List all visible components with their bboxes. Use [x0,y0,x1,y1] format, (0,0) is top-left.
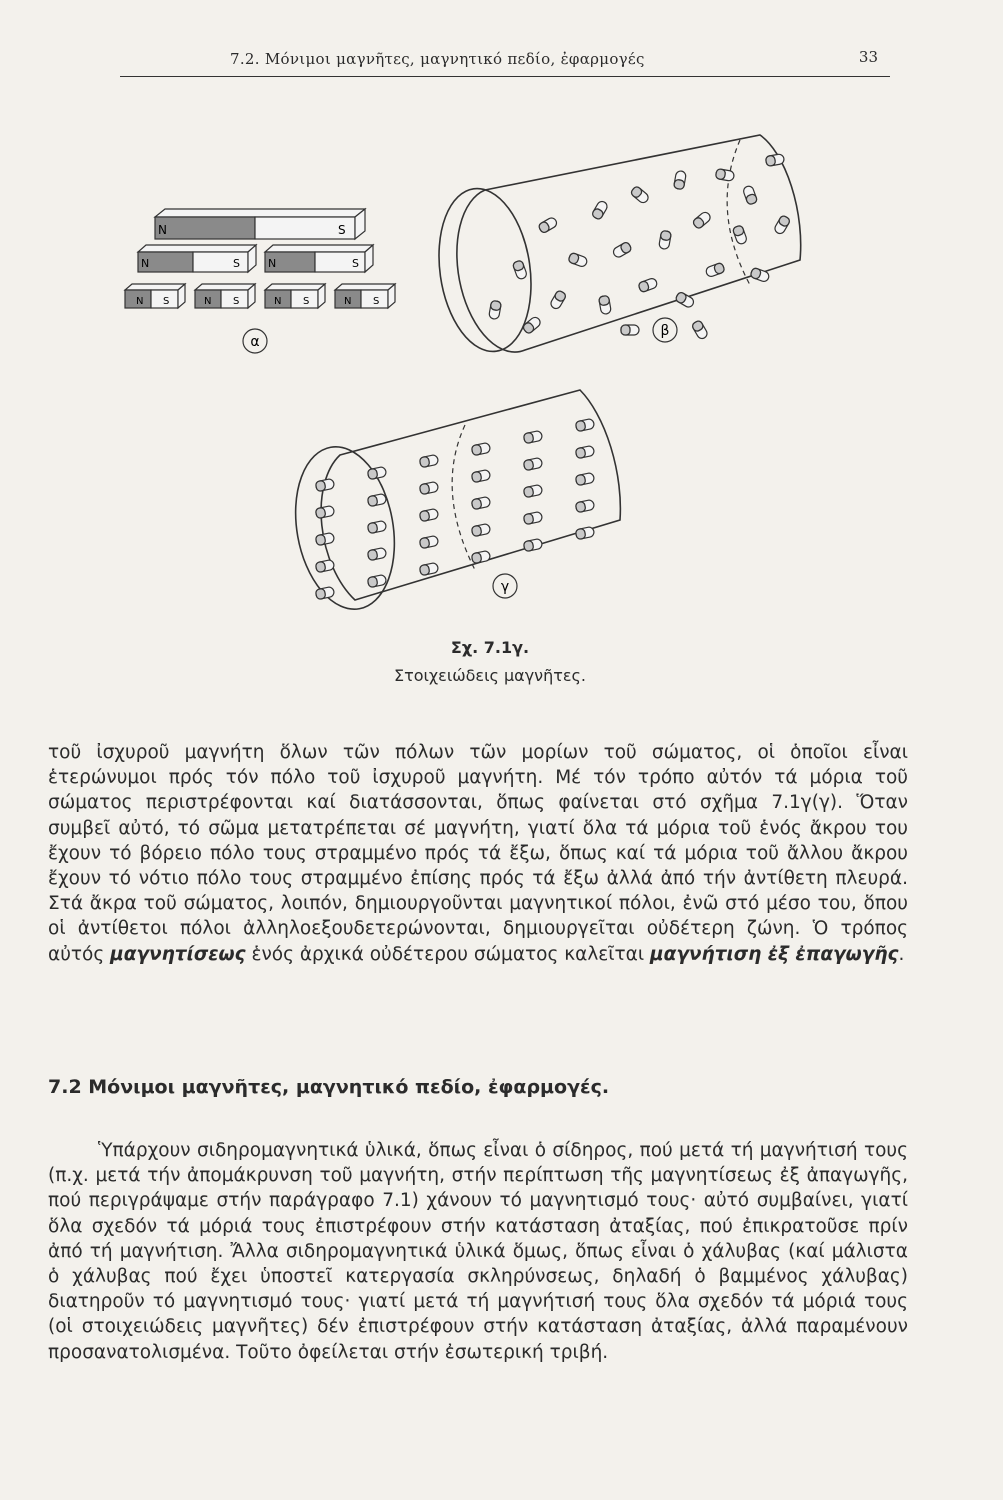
molecule-magnet [638,277,658,293]
molecule-magnet [765,154,784,167]
figure-drawing [100,100,900,620]
bar-magnet-small-4 [335,284,395,308]
pole-label-n: N [136,296,144,307]
paragraph-text: . [898,943,905,965]
molecule-magnet [471,442,491,456]
molecule-magnet [315,478,335,492]
molecule-magnet [742,185,758,205]
bar-magnet-medium-1 [138,245,256,272]
paragraph-permanent-magnets: Ὑπάρχουν σιδηρομαγνητικά ὑλικά, ὅπως εἶναι ὁ σίδηρος, πού μετά τή μαγνήτισή τους (π.χ. μετά τήν ἀπομάκρυνση τοῦ μαγνήτη, στήν περίπτωση τῆς μαγνητίσεως ἐξ ἀπαγωγῆς, πού περιγράψαμε στήν παράγραφο 7.1) χάνουν τό μαγνητισμό τους· αὐτό συμβαίνει, γιατί ὅλα σχεδόν τά μόριά τους ἐπιστρέφουν στήν κατάσταση ἀταξίας, πού ἐπικρατοῦσε πρίν ἀπό τή μαγνήτιση. Ἄλλα σιδηρομαγνητικά ὑλικά ὅμως, ὅπως εἶναι ὁ χάλυβας (καί μάλιστα ὁ χάλυβας πού ἔχει ὑποστεῖ κατεργασία σκληρύνσεως, δηλαδή ὁ βαμμένος χάλυβας) διατηροῦν τό μαγνητισμό τους· γιατί μετά τή μαγνήτισή τους ὅλα σχεδόν τά μόριά τους (οἱ στοιχειώδεις μαγνῆτες) δέν ἐπιστρέφουν στήν κατάσταση ἀταξίας, ἀλλά παραμένουν προσανατολισμένα. Τοῦτο ὀφείλεται στήν ἐσωτερική τριβή. [48,1140,908,1363]
molecule-magnet [522,315,542,334]
molecule-magnet [575,418,595,432]
molecule-magnet [715,169,734,182]
molecule-magnet [419,535,439,549]
molecule-magnet [575,526,595,540]
figure-label-gamma: γ [500,579,510,595]
paragraph-text: ἑνός ἀρχικά οὐδέτερου σώματος καλεῖται [245,943,650,965]
figure-caption-text: Στοιχειώδεις μαγνῆτες. [393,666,586,685]
molecule-magnet [549,290,567,311]
pole-label-n: N [204,296,212,307]
molecule-magnet [523,457,543,471]
molecule-magnet [367,547,387,561]
molecule-magnet [315,505,335,519]
molecule-magnet [367,574,387,588]
pole-label-n: N [141,257,150,270]
molecule-magnet [512,260,528,280]
molecule-magnet [419,562,439,576]
molecule-magnet [591,200,609,221]
pole-label-n: N [268,257,277,270]
molecule-magnet [471,550,491,564]
emphasis-term: μαγνήτιση ἐξ ἐπαγωγῆς [650,943,899,965]
molecule-magnet [575,445,595,459]
paragraph-text: τοῦ ἰσχυροῦ μαγνήτη ὅλων τῶν πόλων τῶν μορίων τοῦ σώματος, οἱ ὁποῖοι εἶναι ἑτερώνυμοι πρός τόν πόλο τοῦ ἰσχυροῦ μαγνήτη. Μέ τόν τρόπο αὐτόν τά μόρια τοῦ σώματος περιστρέφονται καί διατάσσονται, ὅπως φαίνεται στό σχῆμα 7.1γ(γ). Ὅταν συμβεῖ αὐτό, τό σῶμα μετατρέπεται σέ μαγνήτη, γιατί ὅλα τά μόρια τοῦ ἑνός ἄκρου του ἔχουν τό βόρειο πόλο τους στραμμένο πρός τά ἔξω, ὅπως καί τά μόρια τοῦ ἄλλου ἄκρου ἔχουν τό νότιο πόλο τους στραμμένο ἐπίσης πρός τά ἔξω ἀλλά ἀπό τήν ἀντίθετη πλευρά. Στά ἄκρα τοῦ σώματος, λοιπόν, δημιουργοῦνται μαγνητικοί πόλοι, ἐνῶ στό μέσο του, ὅπου οἱ ἀντίθετοι πόλοι ἀλληλοεξουδετερώνονται, δημιουργεῖται οὐδέτερη ζώνη. Ὁ τρόπος αὐτός [48,742,908,965]
bar-magnet-small-3 [265,284,325,308]
paragraph-induction [48,740,908,967]
molecule-magnet [315,532,335,546]
molecule-magnet [732,225,748,245]
molecule-magnet [621,325,639,335]
molecule-magnet [675,291,696,309]
pole-label-s: S [233,296,240,307]
molecule-magnet [523,430,543,444]
molecule-magnet [691,320,709,341]
molecule-magnet [750,267,770,283]
molecule-magnet [471,496,491,510]
molecule-magnet [599,295,612,314]
molecule-magnet [419,481,439,495]
molecule-magnet [315,586,335,600]
molecule-magnet [523,484,543,498]
molecule-magnet [367,520,387,534]
figure-label-alpha: α [250,334,260,350]
molecule-magnet [523,538,543,552]
pole-label-s: S [233,257,240,270]
molecule-magnet [612,241,633,259]
molecule-magnet [575,499,595,513]
molecule-magnet [538,216,559,234]
header-title: 7.2. Μόνιμοι μαγνῆτες, μαγνητικό πεδίο, ἐφαρμογές [230,50,645,68]
section-heading: 7.2 Μόνιμοι μαγνῆτες, μαγνητικό πεδίο, ἐφαρμογές. [48,1076,610,1098]
pole-label-s: S [373,296,380,307]
page-number: 33 [858,48,878,66]
bar-magnet-small-2 [195,284,255,308]
bar-magnet-small-1 [125,284,185,308]
molecule-magnet [674,170,687,189]
molecule-magnet [471,523,491,537]
figure-label-beta: β [660,323,670,339]
molecule-magnet [367,493,387,507]
emphasis-term: μαγνητίσεως [110,943,246,965]
molecule-magnet [705,262,725,278]
pole-label-n: N [344,296,352,307]
cylinder-disordered [429,135,801,357]
molecule-magnet [630,185,650,204]
molecule-magnet [568,252,588,268]
molecule-magnet [419,508,439,522]
cylinder-aligned [283,390,620,617]
running-header [120,46,890,77]
pole-label-s: S [303,296,310,307]
pole-label-s: S [338,223,346,237]
bar-magnet-long [155,209,365,239]
molecule-magnet [315,559,335,573]
pole-label-s: S [163,296,170,307]
molecule-magnet [773,215,791,236]
pole-label-n: N [274,296,282,307]
bar-magnets-group [125,209,395,353]
bar-magnet-medium-2 [265,245,373,272]
figure-elementary-magnets [100,100,900,620]
molecule-magnet [471,469,491,483]
pole-label-s: S [352,257,359,270]
molecule-magnet [489,300,502,319]
molecule-magnet [575,472,595,486]
molecule-magnet [692,210,712,229]
molecule-magnet [419,454,439,468]
aligned-molecules [315,418,595,600]
figure-caption-number: Σχ. 7.1γ. [450,638,530,657]
molecule-magnet [523,511,543,525]
molecule-magnet [659,230,672,249]
pole-label-n: N [158,223,167,237]
